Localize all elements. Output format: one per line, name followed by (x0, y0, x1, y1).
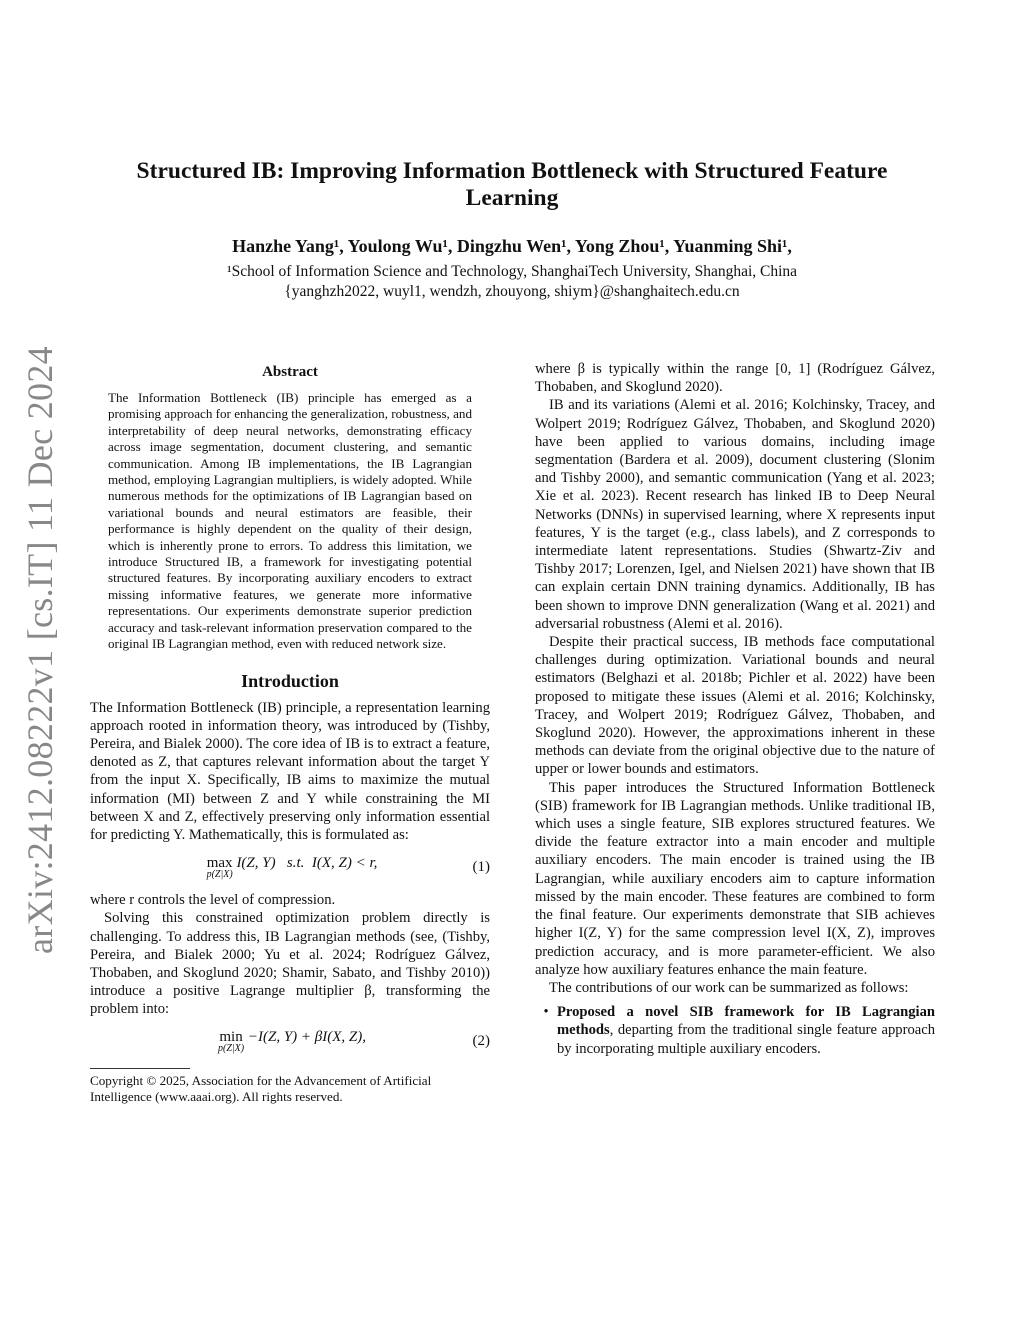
author-emails: {yanghzh2022, wuyl1, wendzh, zhouyong, shiym}@shanghaitech.edu.cn (284, 283, 740, 300)
left-column (90, 360, 490, 1105)
bullet-rest: , departing from the traditional single feature approach by incorporating multiple auxiliary encoders. (557, 1022, 935, 1057)
right-column (535, 360, 935, 1058)
abstract-body: The Information Bottleneck (IB) principle has emerged as a promising approach for enhancing the generalization, robustness, and interpretability of deep neural networks, demonstrating efficacy across image segmentation, document clustering, and semantic communication. Among IB implementations, the IB Lagrangian method, employing Lagrangian multipliers, is widely adopted. While numerous methods for the optimizations of IB Lagrangian based on variational bounds and neural estimators are feasible, their performance is highly dependent on the quality of their design, which is inherently prone to errors. To address this limitation, we introduce Structured IB, a framework for investigating potential structured features. By incorporating auxiliary encoders to extract missing informative features, we generate more informative representations. Our experiments demonstrate superior prediction accuracy and task-relevant information preservation compared to the original IB Lagrangian method, even with reduced network size. (108, 390, 472, 652)
abstract-section (90, 364, 490, 653)
right-paragraph-0: where β is typically within the range [0, 1] (Rodríguez Gálvez, Thobaben, and Skoglund 2020). (535, 361, 935, 396)
equation-operator (207, 855, 233, 880)
right-paragraph-2: Despite their practical success, IB methods face computational challenges during optimization. Variational bounds and neural estimators (Belghazi et al. 2018b; Pichler et al. 2022) have been proposed to mitigate these issues (Alemi et al. 2016; Kolchinsky, Tracey, and Wolpert 2019; Rodríguez Gálvez, Thobaben, and Skoglund 2020). However, the approximations inherent in these methods can deviate from the original objective due to the nature of upper or lower bounds and estimators. (535, 634, 935, 778)
bullet-text (557, 1003, 935, 1058)
intro-paragraph-3: Solving this constrained optimization problem directly is challenging. To address this, IB Lagrangian methods (see, (Tishby, Pereira, and Bialek 2000; Yu et al. 2024; Rodríguez Gálvez, Thobaben, and Skoglund 2020; Shamir, Sabato, and Tishby 2010)) introduce a positive Lagrange multiplier β, transforming the problem into: (90, 910, 490, 1018)
right-paragraph-1: IB and its variations (Alemi et al. 2016; Kolchinsky, Tracey, and Wolpert 2019; Rodríguez Gálvez, Thobaben, and Skoglund 2020) have been applied to various domains, including image segmentation (Bardera et al. 2009), document clustering (Slonim and Tishby 2000), and semantic communication (Yang et al. 2023; Xie et al. 2023). Recent research has linked IB to Deep Neural Networks (DNNs) in supervised learning, where X represents input features, Y is the target (e.g., class labels), and Z corresponds to intermediate latent representations. Studies (Shwartz-Ziv and Tishby 2017; Lorenzen, Igel, and Nielsen 2021) have shown that IB can explain certain DNN training dynamics. Additionally, IB has been shown to improve DNN generalization (Wang et al. 2021) and adversarial robustness (Alemi et al. 2016). (535, 397, 935, 632)
arxiv-identifier: arXiv:2412.08222v1 [cs.IT] 11 Dec 2024 (20, 346, 60, 954)
equation-2 (90, 1026, 490, 1058)
right-paragraph-4: The contributions of our work can be summarized as follows: (549, 979, 909, 996)
bullet-icon: • (543, 1004, 549, 1021)
equation-operator (218, 1029, 244, 1054)
affiliation-block (90, 262, 934, 302)
paper-header (90, 158, 934, 302)
eq2-expression: −I(Z, Y) + βI(X, Z), (247, 1029, 366, 1046)
intro-paragraph-1: The Information Bottleneck (IB) principle, a representation learning approach rooted in information theory, was introduced by (Tishby, Pereira, and Bialek 2000). The core idea of IB is to extract a feature, denoted as Z, that captures relevant information about the target Y from the input X. Specifically, IB aims to maximize the mutual information (MI) between Z and Y while constraining the MI between X and Z, effectively preserving only information essential for predicting Y. Mathematically, this is formulated as: (90, 699, 490, 843)
footnote-rule (90, 1068, 190, 1069)
eq1-expression: I(Z, Y) s.t. I(X, Z) < r, (236, 854, 378, 871)
introduction-heading: Introduction (241, 670, 339, 691)
copyright-footnote: Copyright © 2025, Association for the Advancement of Artificial Intelligence (www.aaai.org). All rights reserved. (90, 1072, 432, 1104)
contribution-bullet (535, 1003, 935, 1058)
eq1-operator: max (206, 854, 233, 871)
eq1-subscript: p(Z|X) (206, 868, 233, 880)
arxiv-side-label (18, 346, 62, 954)
eq1-number: (1) (472, 858, 490, 875)
bullet-bold-lead: Proposed a novel SIB framework for IB Lagrangian methods (557, 1004, 935, 1039)
right-paragraph-3: This paper introduces the Structured Information Bottleneck (SIB) framework for IB Lagrangian methods. Unlike traditional IB, which uses a single feature, SIB explores structured features. We divide the feature extractor into a main encoder and multiple auxiliary encoders. The main encoder is trained using the IB Lagrangian, while auxiliary encoders aim to capture information missed by the main encoder. These features are combined to form the final feature. Our experiments demonstrate that SIB achieves higher I(Z, Y) for the same compression level I(X, Z), improves prediction accuracy, and is more parameter-efficient. We also analyze how auxiliary features enhance the main feature. (535, 779, 935, 978)
eq2-operator: min (219, 1029, 243, 1046)
paper-title: Structured IB: Improving Information Bottleneck with Structured Feature Learning (136, 158, 888, 211)
eq2-subscript: p(Z|X) (218, 1043, 245, 1055)
affiliation: ¹School of Information Science and Technology, ShanghaiTech University, Shanghai, China (226, 263, 798, 280)
intro-paragraph-2: where r controls the level of compression. (90, 892, 336, 909)
abstract-heading: Abstract (262, 364, 318, 380)
eq2-number: (2) (472, 1033, 490, 1050)
equation-1 (90, 851, 490, 883)
author-list: Hanzhe Yang¹, Youlong Wu¹, Dingzhu Wen¹, Yong Zhou¹, Yuanming Shi¹, (232, 236, 792, 256)
